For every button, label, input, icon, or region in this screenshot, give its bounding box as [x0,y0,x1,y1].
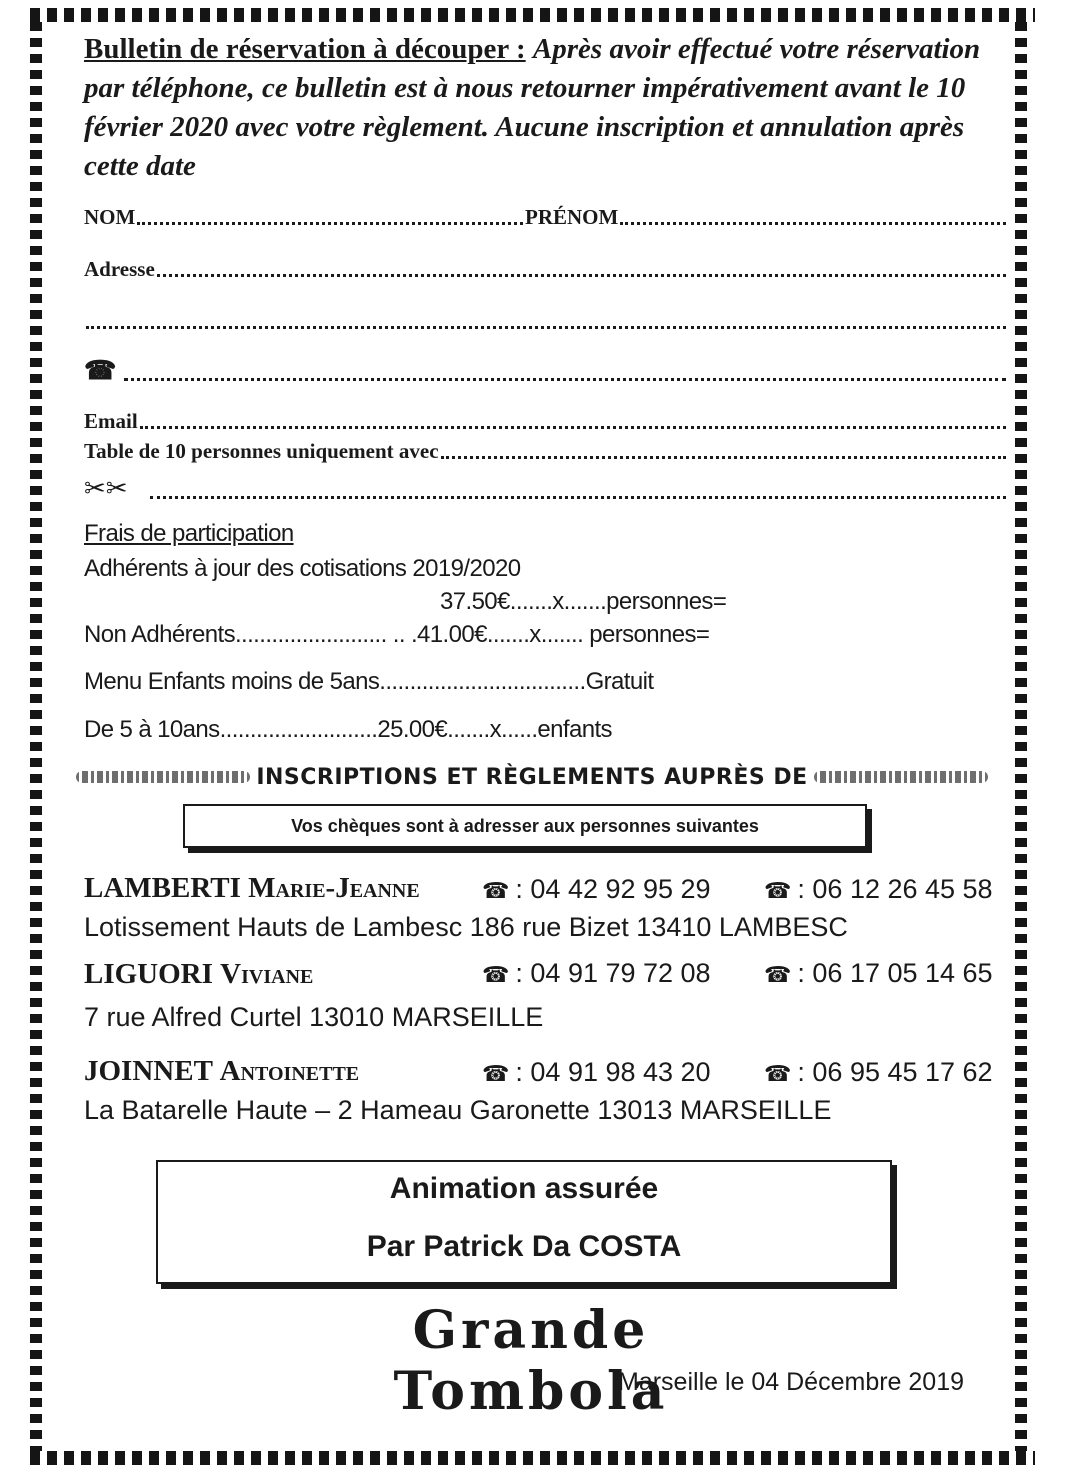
contact-phone-landline: ☎ : 04 91 98 43 20 [482,1057,711,1087]
email-label: Email [84,409,138,433]
adresse-label: Adresse [84,257,155,281]
phone-field[interactable] [124,378,1006,381]
swirl-ornament-right [814,771,988,783]
contact-first-name: Viviane [220,958,314,990]
telephone-icon: ☎ [482,1061,510,1086]
animation-title: Animation assurée [389,1172,659,1205]
contact-address: La Batarelle Haute – 2 Hameau Garonette 13013 MARSEILLE [84,1095,832,1125]
contact-phone-landline: ☎ : 04 42 92 95 29 [482,874,711,904]
email-field[interactable] [140,426,1006,429]
contact-name [84,958,313,991]
telephone-icon: ☎ [764,962,792,987]
telephone-icon: ☎ [764,1061,792,1086]
animation-host: Par Patrick Da COSTA [366,1230,682,1263]
fees-title: Frais de participation [84,520,294,547]
decorative-border-right [1015,22,1027,1451]
contact-name [84,1055,359,1088]
adherents-label: Adhérents à jour des cotisations 2019/2020 [84,555,521,582]
contact-phone-mobile: ☎ : 06 17 05 14 65 [764,958,993,988]
contact-first-name: Antoinette [219,1055,360,1087]
intro-body: Après avoir effectué votre réservation par téléphone, ce bulletin est à nous retourner impérativement avant le 10 février 2020 avec votre règlement. Aucune inscription et annulation après cette date [84,33,981,182]
intro-lead: Bulletin de réservation à découper : [84,33,526,65]
tombola-heading: Grande Tombola [393,1300,669,1422]
intro-paragraph [84,30,1004,186]
footer-date: Marseille le 04 Décembre 2019 [618,1368,965,1396]
contact-last-name: LIGUORI [84,958,213,990]
table-row [84,434,1008,464]
contact-name [84,872,420,905]
decorative-border-top [30,8,1035,22]
menu-enfants-line: Menu Enfants moins de 5ans..................................Gratuit [84,668,654,695]
nom-label: NOM [84,205,136,229]
adresse-field[interactable] [157,274,1006,277]
telephone-icon: ☎ [764,878,792,903]
phone-row [84,356,1008,386]
decorative-border-bottom [30,1451,1035,1465]
adresse-line2-field[interactable] [86,326,1006,329]
adresse-line2-row [84,304,1008,334]
telephone-icon: ☎ [482,962,510,987]
inscriptions-separator [76,762,988,792]
non-adherents-line: Non Adhérents......................... .. .41.00€.......x....... personnes= [84,621,710,648]
contact-first-name: Marie-Jeanne [248,872,420,904]
animation-box [156,1160,892,1284]
contact-phone-mobile: ☎ : 06 95 45 17 62 [764,1057,993,1087]
cut-line [150,496,1006,499]
decorative-border-left [30,22,42,1451]
telephone-icon: ☎ [482,878,510,903]
table-label: Table de 10 personnes uniquement avec [84,439,439,463]
nom-field[interactable] [137,222,523,225]
contact-last-name: LAMBERTI [84,872,241,904]
adresse-row [84,252,1008,282]
contact-address: 7 rue Alfred Curtel 13010 MARSEILLE [84,1002,544,1032]
telephone-icon: ☎ [84,356,117,385]
cheques-note: Vos chèques sont à adresser aux personnes suivantes [291,815,759,836]
cheques-note-box [183,804,867,848]
contact-last-name: JOINNET [84,1055,213,1087]
cut-line-row [84,474,1008,504]
prenom-label: PRÉNOM [525,205,619,229]
nom-prenom-row [84,200,1008,230]
table-field[interactable] [441,456,1006,459]
prenom-field[interactable] [620,222,1006,225]
adherents-price: 37.50€.......x.......personnes= [440,588,727,615]
contact-phone-landline: ☎ : 04 91 79 72 08 [482,958,711,988]
contact-address: Lotissement Hauts de Lambesc 186 rue Bizet 13410 LAMBESC [84,912,848,942]
contact-phone-mobile: ☎ : 06 12 26 45 58 [764,874,993,904]
swirl-ornament-left [76,771,250,783]
email-row [84,404,1008,434]
separator-label: INSCRIPTIONS ET RÈGLEMENTS AUPRÈS DE [256,764,808,790]
scissors-icon: ✂✂ [84,474,128,503]
enfants-5-10-line: De 5 à 10ans..........................25.00€.......x......enfants [84,716,612,743]
